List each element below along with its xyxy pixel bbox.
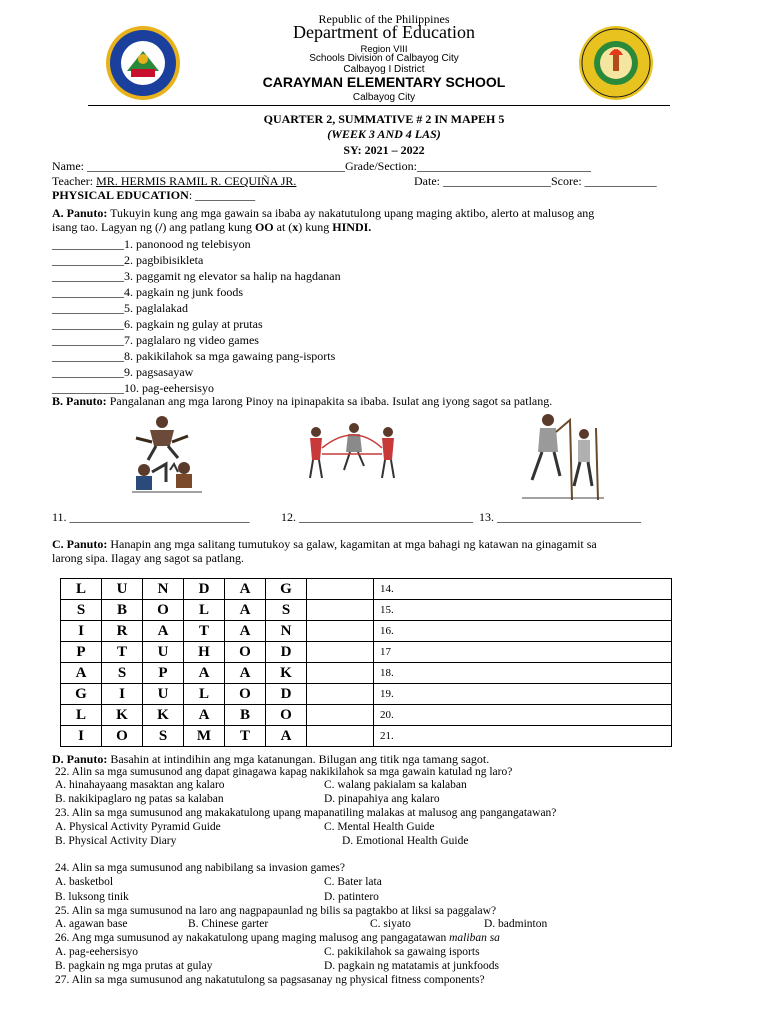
- answer-blank-13[interactable]: 13. ________________________: [479, 510, 641, 524]
- grid-letter: N: [143, 579, 184, 600]
- grid-letter: P: [61, 642, 102, 663]
- title-line1: QUARTER 2, SUMMATIVE # 2 IN MAPEH 5: [263, 112, 505, 126]
- choice-22b[interactable]: B. nakikipaglaro ng patas sa kalaban: [55, 793, 224, 805]
- question-27: 27. Alin sa mga sumusunod ang nakatutulong sa pagsasanay ng physical fitness components?: [55, 974, 485, 986]
- answer-cell[interactable]: 16.: [374, 621, 672, 642]
- header-republic: Republic of the Philippines: [318, 12, 450, 26]
- grid-letter: L: [61, 579, 102, 600]
- grid-row: [61, 726, 672, 747]
- question-24: 24. Alin sa mga sumusunod ang nabibilang sa invasion games?: [55, 862, 346, 874]
- part-b-heading: B. Panuto:: [52, 394, 107, 408]
- part-a-item[interactable]: ____________7. paglalaro ng video games: [52, 333, 259, 347]
- grid-row: [61, 579, 672, 600]
- grid-row: [61, 621, 672, 642]
- grid-spacer: [307, 621, 374, 642]
- grid-letter: K: [143, 705, 184, 726]
- grid-letter: S: [61, 600, 102, 621]
- grid-letter: A: [225, 621, 266, 642]
- grid-letter: G: [61, 684, 102, 705]
- date-score-line[interactable]: [414, 174, 657, 189]
- question-22: 22. Alin sa mga sumusunod ang dapat ginagawa kapag nakikilahok sa mga gawain katulad ng laro?: [55, 766, 513, 778]
- grid-letter: L: [184, 600, 225, 621]
- choice-25d[interactable]: D. badminton: [484, 918, 548, 930]
- grid-letter: T: [225, 726, 266, 747]
- grid-letter: O: [225, 642, 266, 663]
- choice-25c[interactable]: C. siyato: [370, 918, 411, 930]
- choice-26d[interactable]: D. pagkain ng matatamis at junkfoods: [324, 960, 500, 972]
- word-search-grid: [60, 578, 672, 747]
- name-field[interactable]: [52, 159, 591, 174]
- header-school: CARAYMAN ELEMENTARY SCHOOL: [262, 74, 506, 90]
- choice-22a[interactable]: A. hinahayaang masaktan ang kalaro: [55, 779, 225, 791]
- part-b-instruction: [52, 394, 552, 409]
- choice-22c[interactable]: C. walang pakialam sa kalaban: [324, 779, 467, 791]
- luksong-tinik-illustration: [122, 412, 214, 505]
- question-26: 26. Ang mga sumusunod ay nakakatulong upang maging malusog ang pangagatawan maliban sa: [55, 932, 500, 944]
- grid-letter: A: [225, 663, 266, 684]
- grid-letter: G: [266, 579, 307, 600]
- choice-23b[interactable]: B. Physical Activity Diary: [55, 835, 177, 847]
- part-a-item[interactable]: ____________1. panonood ng telebisyon: [52, 237, 251, 251]
- part-a-item[interactable]: ____________4. pagkain ng junk foods: [52, 285, 243, 299]
- score-label: Score: ____________: [551, 174, 657, 188]
- grid-letter: T: [184, 621, 225, 642]
- part-a-item[interactable]: ____________2. pagbibisikleta: [52, 253, 204, 267]
- header-division: Schools Division of Calbayog City: [309, 53, 459, 64]
- part-d-heading: D. Panuto:: [52, 752, 108, 766]
- answer-blank-11[interactable]: 11. ______________________________: [52, 510, 250, 524]
- part-d-text: Basahin at intindihin ang mga katanungan. Bilugan ang titik nga tamang sagot.: [110, 752, 490, 766]
- title-line3: SY: 2021 – 2022: [343, 143, 425, 157]
- part-d-instruction: [52, 752, 489, 767]
- grid-spacer: [307, 579, 374, 600]
- subject-title: PHYSICAL EDUCATION: [52, 188, 189, 202]
- choice-25b[interactable]: B. Chinese garter: [188, 918, 269, 930]
- grid-row: [61, 705, 672, 726]
- grid-letter: U: [143, 642, 184, 663]
- grid-letter: S: [143, 726, 184, 747]
- grid-letter: R: [102, 621, 143, 642]
- part-a-item[interactable]: ____________6. pagkain ng gulay at prutas: [52, 317, 263, 331]
- grid-spacer: [307, 600, 374, 621]
- teacher-name: MR. HERMIS RAMIL R. CEQUIÑA JR.: [96, 174, 297, 188]
- grid-letter: M: [184, 726, 225, 747]
- grid-letter: O: [102, 726, 143, 747]
- grid-letter: T: [102, 642, 143, 663]
- choice-25a[interactable]: A. agawan base: [55, 918, 128, 930]
- grid-spacer: [307, 726, 374, 747]
- part-c-instruction-2: larong sipa. Ilagay ang sagot sa patlang.: [52, 551, 244, 565]
- part-a-item[interactable]: ____________8. pakikilahok sa mga gawaing pang-isports: [52, 349, 336, 363]
- part-a-item[interactable]: ____________3. paggamit ng elevator sa halip na hagdanan: [52, 269, 341, 283]
- choice-24a[interactable]: A. basketbol: [55, 876, 114, 888]
- header-region: Region VIII: [360, 44, 408, 55]
- header-divider: [88, 105, 670, 106]
- grade-section-label: Grade/Section:_____________________________: [345, 159, 591, 173]
- grid-letter: D: [266, 684, 307, 705]
- part-a-item[interactable]: ____________5. paglalakad: [52, 301, 188, 315]
- choice-23c[interactable]: C. Mental Health Guide: [324, 821, 435, 833]
- answer-cell[interactable]: 17: [374, 642, 672, 663]
- part-c-text1: Hanapin ang mga salitang tumutukoy sa galaw, kagamitan at mga bahagi ng katawan na ginagamit sa: [110, 537, 597, 551]
- choice-24b[interactable]: B. luksong tinik: [55, 891, 129, 903]
- answer-cell[interactable]: 20.: [374, 705, 672, 726]
- grid-letter: U: [102, 579, 143, 600]
- grid-row: [61, 600, 672, 621]
- title-line2: (WEEK 3 AND 4 LAS): [327, 127, 441, 141]
- grid-letter: D: [266, 642, 307, 663]
- teacher-label: Teacher:: [52, 174, 97, 188]
- choice-24d[interactable]: D. patintero: [324, 891, 379, 903]
- grid-letter: A: [266, 726, 307, 747]
- grid-letter: K: [102, 705, 143, 726]
- grid-letter: U: [143, 684, 184, 705]
- choice-24c[interactable]: C. Bater lata: [324, 876, 382, 888]
- grid-row: [61, 642, 672, 663]
- grid-letter: A: [225, 600, 266, 621]
- grid-letter: S: [102, 663, 143, 684]
- tiyakad-illustration: [512, 410, 608, 507]
- grid-row: [61, 663, 672, 684]
- grid-letter: A: [61, 663, 102, 684]
- grid-letter: O: [266, 705, 307, 726]
- answer-cell[interactable]: 18.: [374, 663, 672, 684]
- part-a-item[interactable]: ____________9. pagsasayaw: [52, 365, 194, 379]
- header-department: Department of Education: [293, 22, 475, 42]
- choice-26a[interactable]: A. pag-eehersisyo: [55, 946, 139, 958]
- grid-letter: P: [143, 663, 184, 684]
- name-label: Name: ___________________________________________: [52, 159, 345, 173]
- chinese-garter-illustration: [300, 418, 410, 493]
- grid-letter: I: [61, 726, 102, 747]
- grid-letter: S: [266, 600, 307, 621]
- grid-letter: A: [184, 663, 225, 684]
- question-25: 25. Alin sa mga sumusunod na laro ang nagpapaunlad ng bilis sa pagtakbo at liksi sa paggalaw?: [55, 905, 497, 917]
- grid-letter: H: [184, 642, 225, 663]
- answer-blank-12[interactable]: 12. _____________________________: [281, 510, 473, 524]
- part-a-instruction-2: isang tao. Lagyan ng (/) ang patlang kung OO at (x) kung HINDI.: [52, 220, 372, 234]
- grid-spacer: [307, 663, 374, 684]
- part-a-heading: A. Panuto:: [52, 206, 108, 220]
- grid-letter: K: [266, 663, 307, 684]
- grid-letter: L: [184, 684, 225, 705]
- grid-letter: O: [225, 684, 266, 705]
- part-a-item[interactable]: ____________10. pag-eehersisyo: [52, 381, 214, 395]
- header-district: Calbayog I District: [343, 64, 425, 75]
- choice-23d[interactable]: D. Emotional Health Guide: [342, 835, 469, 847]
- grid-letter: D: [184, 579, 225, 600]
- grid-spacer: [307, 705, 374, 726]
- choice-23a[interactable]: A. Physical Activity Pyramid Guide: [55, 821, 221, 833]
- subject-blank: : __________: [188, 188, 256, 202]
- choice-26b[interactable]: B. pagkain ng mga prutas at gulay: [55, 960, 213, 972]
- teacher-line: [52, 174, 296, 189]
- part-a-text1: Tukuyin kung ang mga gawain sa ibaba ay nakatutulong upang maging aktibo, alerto at malusog ang: [110, 206, 595, 220]
- grid-letter: A: [143, 621, 184, 642]
- grid-letter: A: [184, 705, 225, 726]
- grid-letter: N: [266, 621, 307, 642]
- choice-22d[interactable]: D. pinapahiya ang kalaro: [324, 793, 440, 805]
- grid-spacer: [307, 642, 374, 663]
- grid-letter: O: [143, 600, 184, 621]
- answer-cell[interactable]: 15.: [374, 600, 672, 621]
- part-a-instruction-1: [52, 206, 594, 221]
- part-c-heading: C. Panuto:: [52, 537, 108, 551]
- grid-spacer: [307, 684, 374, 705]
- grid-letter: I: [61, 621, 102, 642]
- answer-cell[interactable]: 21.: [374, 726, 672, 747]
- choice-26c[interactable]: C. pakikilahok sa gawaing isports: [324, 946, 480, 958]
- grid-letter: L: [61, 705, 102, 726]
- grid-letter: B: [225, 705, 266, 726]
- grid-letter: I: [102, 684, 143, 705]
- answer-cell[interactable]: 14.: [374, 579, 672, 600]
- subject-line: [52, 188, 255, 203]
- header-city: Calbayog City: [352, 92, 416, 103]
- grid-letter: B: [102, 600, 143, 621]
- question-23: 23. Alin sa mga sumusunod ang makakatulong upang mapanatiling malakas at malusog ang pangangatawan?: [55, 807, 557, 819]
- grid-row: [61, 684, 672, 705]
- grid-letter: A: [225, 579, 266, 600]
- part-b-text: Pangalanan ang mga larong Pinoy na ipinapakita sa ibaba. Isulat ang iyong sagot sa patlang.: [109, 394, 553, 408]
- part-c-instruction-1: [52, 537, 597, 552]
- answer-cell[interactable]: 19.: [374, 684, 672, 705]
- date-label: Date: __________________: [414, 174, 551, 188]
